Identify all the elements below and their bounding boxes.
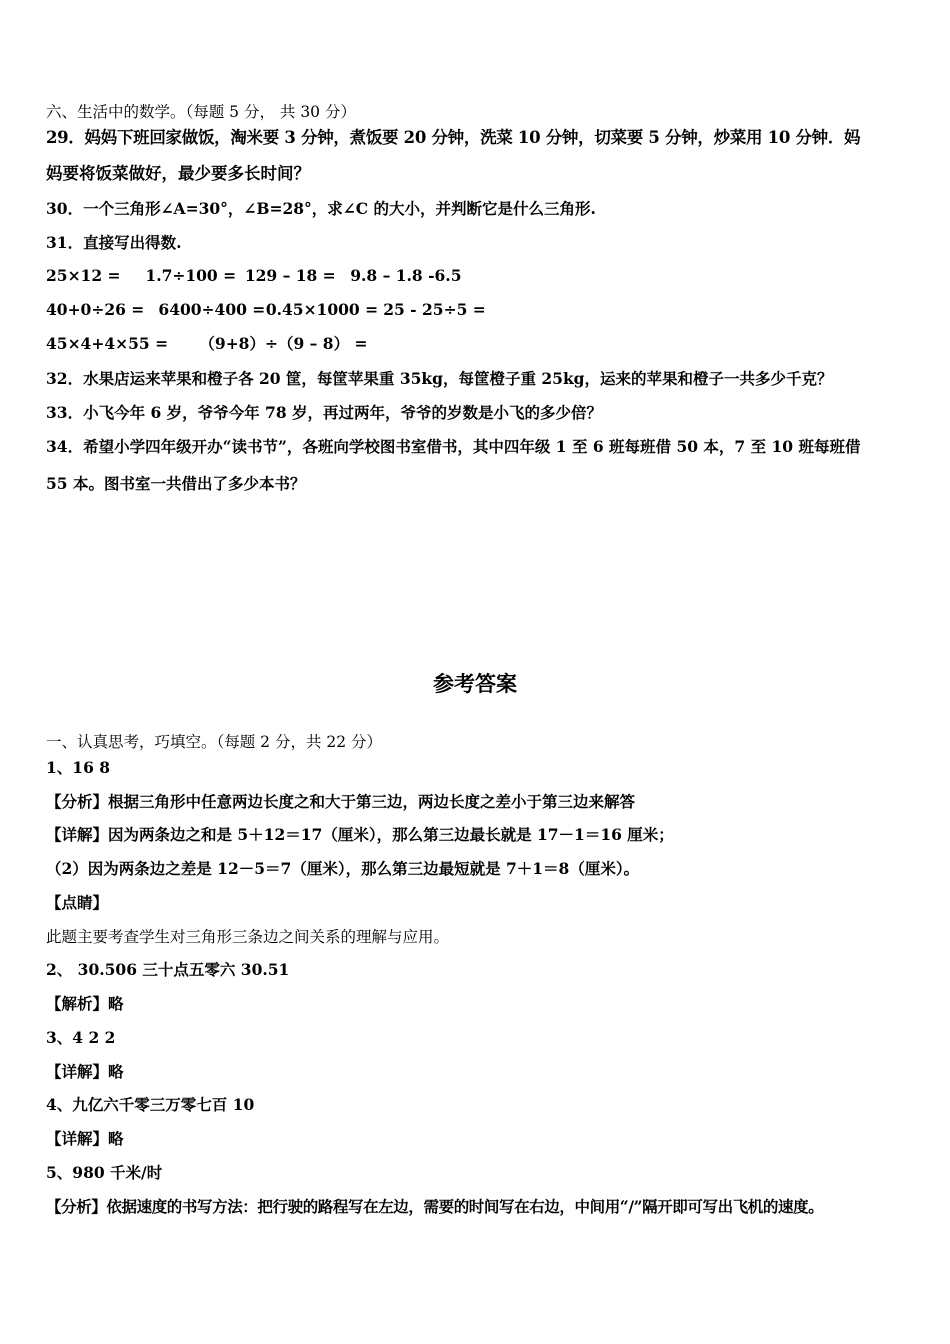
- calc-row-1: [46, 266, 462, 286]
- answer-3-detail: 【详解】略: [46, 1062, 124, 1081]
- question-29-line1: 29．妈妈下班回家做饭，淘米要 3 分钟，煮饭要 20 分钟，洗菜 10 分钟，切菜要 5 分钟，炒菜用 10 分钟．妈: [46, 128, 861, 147]
- calc-item: （9+8）÷（9 – 8） =: [199, 334, 368, 353]
- calc-item: 40+0÷26 =: [46, 300, 145, 319]
- answer-1-comment: 此题主要考查学生对三角形三条边之间关系的理解与应用。: [46, 928, 450, 946]
- question-32: 32．水果店运来苹果和橙子各 20 筐，每筐苹果重 35kg，每筐橙子重 25kg，运来的苹果和橙子一共多少千克？: [46, 369, 833, 388]
- question-33: 33．小飞今年 6 岁，爷爷今年 78 岁，再过两年，爷爷的岁数是小飞的多少倍？: [46, 403, 603, 422]
- answer-4-detail: 【详解】略: [46, 1129, 124, 1148]
- calc-row-3: [46, 334, 367, 354]
- calc-item: 0.45×1000 =: [265, 300, 379, 319]
- answer-2: 2、 30.506 三十点五零六 30.51: [46, 960, 290, 979]
- answer-1-detail: 【详解】因为两条边之和是 5＋12＝17（厘米），那么第三边最长就是 17－1＝16 厘米；: [46, 825, 674, 844]
- question-34-line1: 34．希望小学四年级开办“读书节”，各班向学校图书室借书，其中四年级 1 至 6 班每班借 50 本，7 至 10 班每班借: [46, 437, 861, 456]
- answer-3: 3、4 2 2: [46, 1028, 116, 1047]
- answer-5-analysis: 【分析】依据速度的书写方法：把行驶的路程写在左边，需要的时间写在右边，中间用“/”隔开即可写出飞机的速度。: [46, 1197, 824, 1216]
- question-29-line2: 妈要将饭菜做好，最少要多长时间？: [46, 164, 310, 183]
- question-30: 30．一个三角形∠A=30°，∠B=28°，求∠C 的大小，并判断它是什么三角形.: [46, 199, 596, 218]
- question-34-line2: 55 本。图书室一共借出了多少本书？: [46, 474, 306, 493]
- answers-section-header: 一、认真思考，巧填空。（每题 2 分，共 22 分）: [46, 733, 383, 751]
- question-31: 31．直接写出得数.: [46, 233, 182, 252]
- answer-1-detail-2: （2）因为两条边之差是 12－5＝7（厘米），那么第三边最短就是 7＋1＝8（厘米）。: [46, 859, 640, 878]
- answer-5: 5、980 千米/时: [46, 1163, 163, 1182]
- section-six-header: 六、生活中的数学。（每题 5 分， 共 30 分）: [46, 103, 356, 121]
- calc-item: 45×4+4×55 =: [46, 334, 169, 353]
- answer-1-analysis: 【分析】根据三角形中任意两边长度之和大于第三边，两边长度之差小于第三边来解答: [46, 792, 636, 811]
- answer-2-analysis: 【解析】略: [46, 994, 124, 1013]
- calc-item: 6400÷400 =: [158, 300, 266, 319]
- answer-4: 4、九亿六千零三万零七百 10: [46, 1095, 255, 1114]
- calc-row-2: [46, 300, 486, 320]
- calc-item: 1.7÷100 =: [145, 266, 237, 285]
- calc-item: 9.8 – 1.8 -6.5: [350, 266, 462, 285]
- calc-item: 129 – 18 =: [244, 266, 336, 285]
- answers-title: 参考答案: [433, 672, 517, 696]
- calc-item: 25×12 =: [46, 266, 121, 285]
- answer-1-comment-label: 【点睛】: [46, 893, 109, 912]
- calc-item: 25 - 25÷5 =: [383, 300, 486, 319]
- answer-1: 1、16 8: [46, 758, 111, 777]
